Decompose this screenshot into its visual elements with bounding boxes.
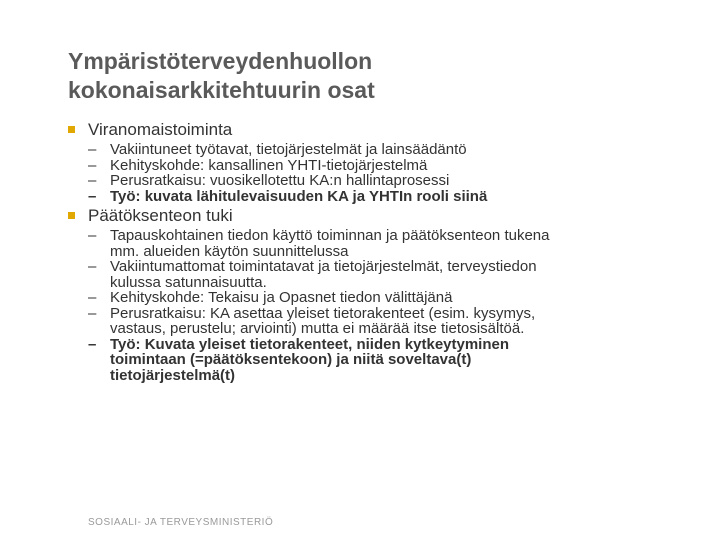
- dash-bullet-icon: –: [88, 172, 97, 189]
- bullet-text-line: Kehityskohde: kansallinen YHTI-tietojärjestelmä: [110, 156, 428, 174]
- section-2: [68, 206, 698, 383]
- bullet-text-line: Vakiintuneet työtavat, tietojärjestelmät ja lainsäädäntö: [110, 141, 467, 158]
- dash-bullet-icon: –: [88, 141, 97, 158]
- dash-bullet-icon: –: [88, 258, 97, 275]
- bullet-level-2: [68, 158, 698, 174]
- bullet-level-2: [68, 142, 698, 158]
- bullet-level-2: [68, 173, 698, 189]
- bullet-text-line: Perusratkaisu: vuosikellotettu KA:n hallintaprosessi: [110, 172, 450, 189]
- bullet-level-1: [68, 120, 698, 140]
- bullet-heading-text: Viranomaistoiminta: [88, 120, 233, 139]
- bullet-heading-text: Päätöksenteon tuki: [88, 206, 233, 225]
- bullet-text-line: Työ: Kuvata yleiset tietorakenteet, niiden kytkeytyminen: [110, 335, 510, 353]
- section-1: [68, 120, 698, 204]
- dash-bullet-icon: –: [88, 227, 97, 244]
- bullet-level-2: [68, 228, 698, 259]
- slide-title-line-2: kokonaisarkkitehtuurin osat: [68, 77, 375, 103]
- bullet-text-line: toimintaan (=päätöksentekoon) ja niitä soveltava(t): [110, 351, 472, 368]
- slide-title-line-1: Ympäristöterveydenhuollon: [68, 48, 373, 74]
- sub-bullet-list: [68, 142, 698, 204]
- bullet-level-2: [68, 259, 698, 290]
- square-bullet-icon: [68, 212, 75, 219]
- bullet-text-line: Vakiintumattomat toimintatavat ja tietojärjestelmät, terveystiedon: [110, 258, 537, 275]
- bullet-level-1: [68, 206, 698, 226]
- bullet-text-line: tietojärjestelmä(t): [110, 366, 236, 384]
- bullet-text-line: Tapauskohtainen tiedon käyttö toiminnan ja päätöksenteon tukena: [110, 227, 550, 244]
- bullet-level-2: [68, 290, 698, 306]
- bullet-level-2: [68, 306, 698, 337]
- dash-bullet-icon: –: [88, 335, 97, 353]
- dash-bullet-icon: –: [88, 289, 97, 306]
- bullet-level-2: [68, 189, 698, 205]
- bullet-text-line: vastaus, perustelu; arviointi) mutta ei määrää itse tietosisältöä.: [110, 320, 525, 337]
- bullet-text-line: kulussa satunnaisuutta.: [110, 273, 267, 291]
- slide-content: [68, 120, 698, 383]
- footer-ministry-name: SOSIAALI- JA TERVEYSMINISTERIÖ: [88, 517, 274, 528]
- dash-bullet-icon: –: [88, 187, 97, 205]
- bullet-text-line: mm. alueiden käytön suunnittelussa: [110, 242, 349, 260]
- bullet-text-line: Perusratkaisu: KA asettaa yleiset tietorakenteet (esim. kysymys,: [110, 304, 536, 322]
- bullet-text-line: Työ: kuvata lähitulevaisuuden KA ja YHTIn rooli siinä: [110, 187, 488, 205]
- square-bullet-icon: [68, 126, 75, 133]
- sub-bullet-list: [68, 228, 698, 383]
- dash-bullet-icon: –: [88, 156, 97, 174]
- dash-bullet-icon: –: [88, 304, 97, 322]
- bullet-level-2: [68, 337, 698, 384]
- slide-title: [68, 47, 688, 105]
- bullet-text-line: Kehityskohde: Tekaisu ja Opasnet tiedon välittäjänä: [110, 289, 453, 306]
